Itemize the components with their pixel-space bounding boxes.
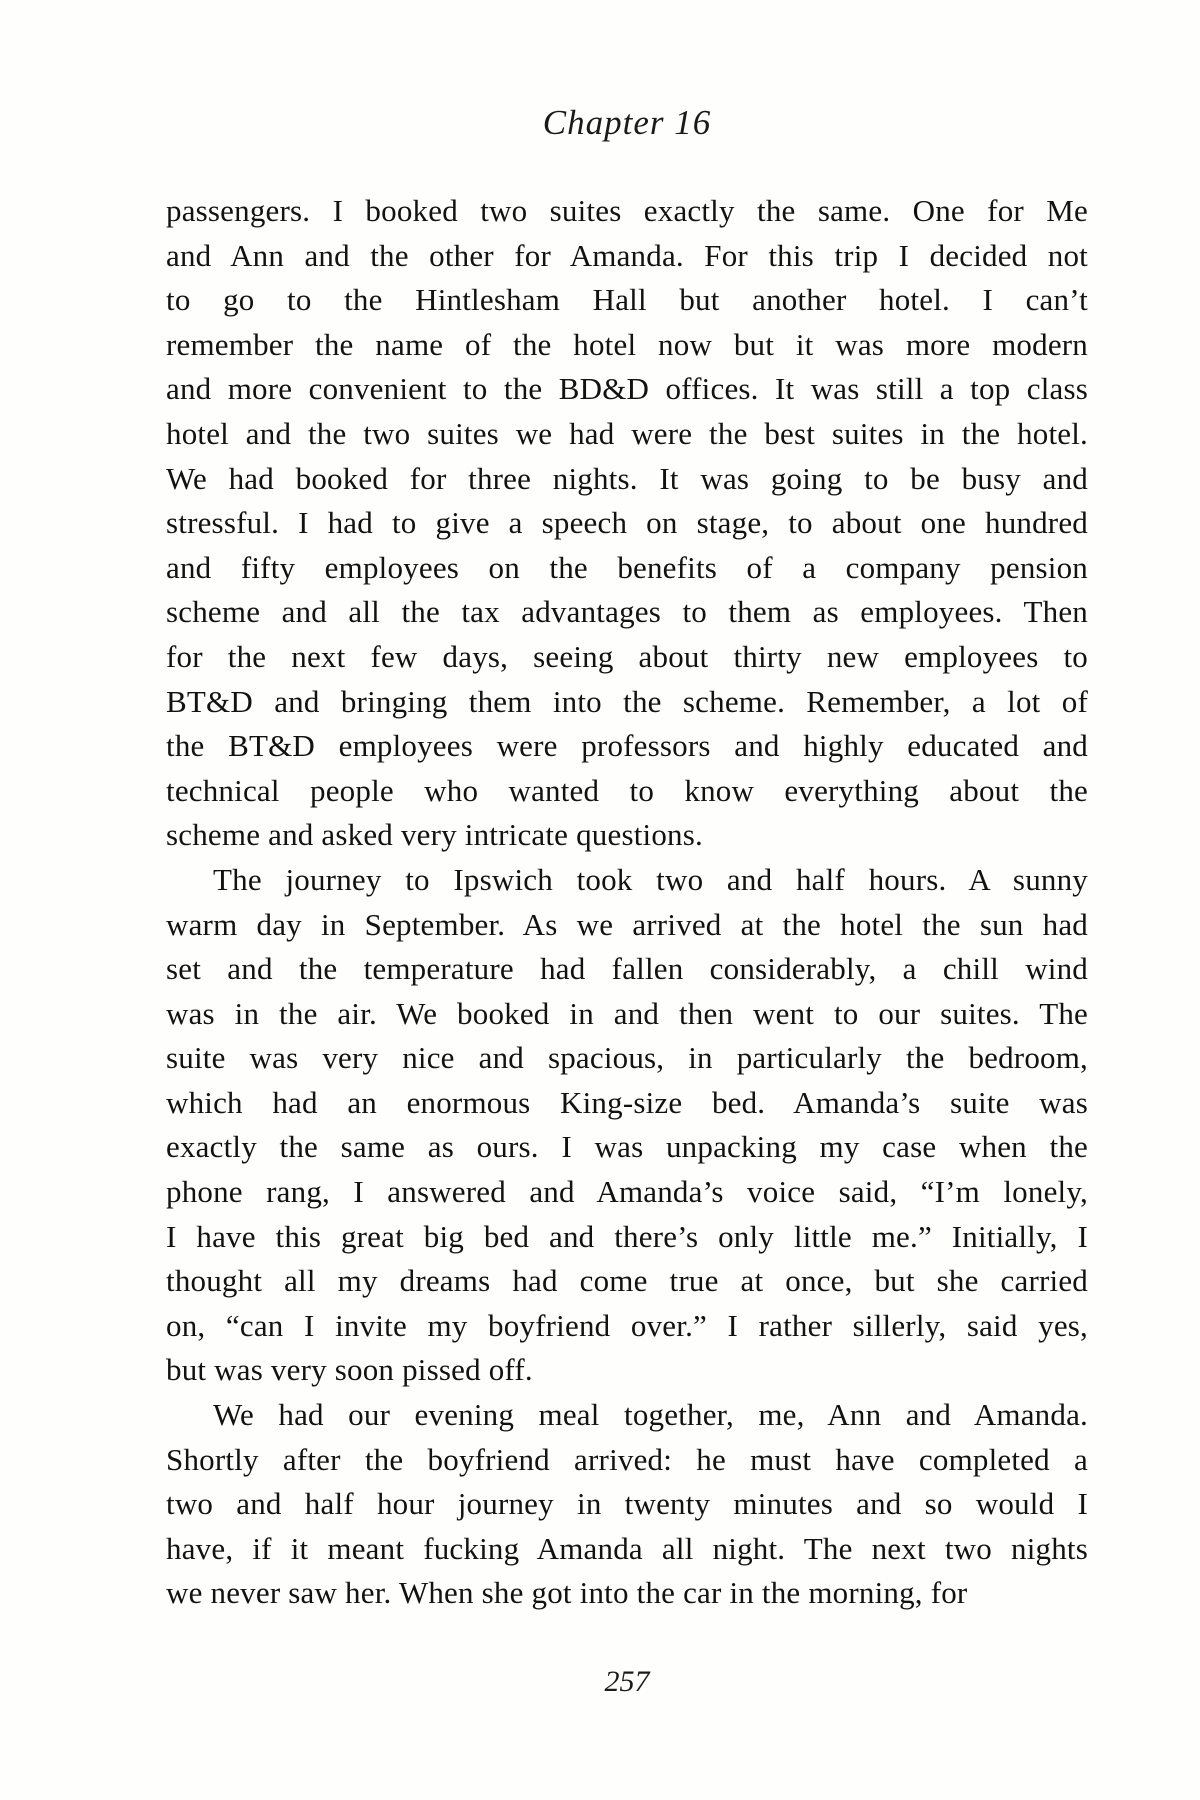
text-line: set and the temperature had fallen considerably, a chill wind	[166, 951, 1088, 987]
page-number: 257	[604, 1665, 650, 1698]
text-line: two and half hour journey in twenty minutes and so would I	[166, 1486, 1088, 1522]
text-line: for the next few days, seeing about thirty new employees to	[166, 638, 1088, 674]
text-line: exactly the same as ours. I was unpacking my case when the	[166, 1129, 1088, 1165]
text-line: Shortly after the boyfriend arrived: he must have completed a	[166, 1441, 1088, 1477]
text-line: and Ann and the other for Amanda. For this trip I decided not	[166, 237, 1088, 273]
text-line: I have this great big bed and there’s only little me.” Initially, I	[166, 1218, 1088, 1254]
text-line: We had booked for three nights. It was going to be busy and	[166, 460, 1088, 496]
text-line: We had our evening meal together, me, Ann and Amanda.	[213, 1397, 1088, 1433]
text-line: scheme and asked very intricate questions.	[166, 817, 703, 853]
text-line: stressful. I had to give a speech on stage, to about one hundred	[166, 505, 1088, 541]
chapter-heading: Chapter 16	[542, 103, 712, 142]
text-line: BT&D and bringing them into the scheme. Remember, a lot of	[166, 683, 1088, 719]
text-line: have, if it meant fucking Amanda all night. The next two nights	[166, 1530, 1088, 1566]
text-line: which had an enormous King-size bed. Amanda’s suite was	[166, 1084, 1088, 1120]
text-line: passengers. I booked two suites exactly the same. One for Me	[166, 193, 1088, 228]
text-line: thought all my dreams had come true at once, but she carried	[166, 1263, 1088, 1299]
text-line: warm day in September. As we arrived at the hotel the sun had	[166, 906, 1088, 942]
text-line: phone rang, I answered and Amanda’s voice said, “I’m lonely,	[166, 1174, 1088, 1210]
text-line: technical people who wanted to know everything about the	[166, 772, 1088, 808]
text-line: was in the air. We booked in and then went to our suites. The	[166, 995, 1088, 1031]
text-line: we never saw her. When she got into the car in the morning, for	[166, 1575, 968, 1611]
text-line: on, “can I invite my boyfriend over.” I rather sillerly, said yes,	[166, 1307, 1088, 1343]
text-line: the BT&D employees were professors and highly educated and	[166, 728, 1088, 764]
text-line: and more convenient to the BD&D offices. It was still a top class	[166, 371, 1088, 407]
text-line: The journey to Ipswich took two and half hours. A sunny	[213, 861, 1088, 897]
text-line: suite was very nice and spacious, in particularly the bedroom,	[166, 1040, 1088, 1076]
text-line: but was very soon pissed off.	[166, 1352, 533, 1388]
page-body	[166, 189, 1088, 1616]
text-line: remember the name of the hotel now but it was more modern	[166, 326, 1088, 362]
text-line: to go to the Hintlesham Hall but another hotel. I can’t	[166, 282, 1088, 318]
text-line: and fifty employees on the benefits of a company pension	[166, 549, 1088, 585]
text-line: scheme and all the tax advantages to them as employees. Then	[166, 594, 1088, 630]
text-line: hotel and the two suites we had were the best suites in the hotel.	[166, 415, 1088, 451]
